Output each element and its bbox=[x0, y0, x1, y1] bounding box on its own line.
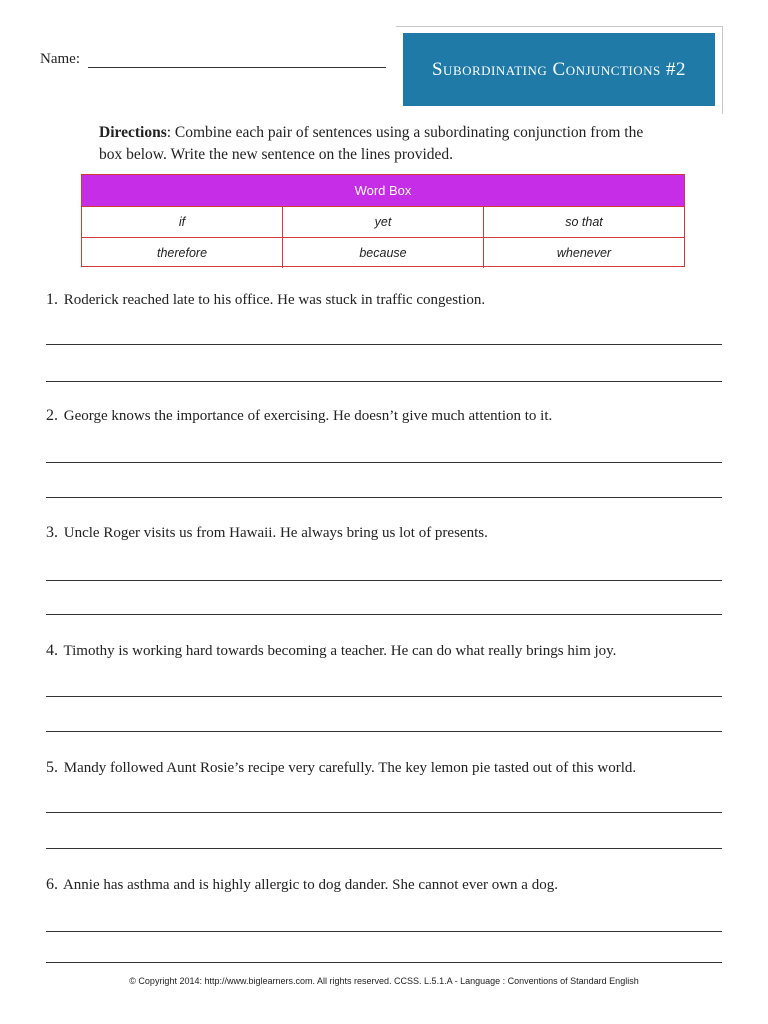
question-4 bbox=[46, 642, 616, 660]
name-label: Name: bbox=[40, 51, 80, 67]
answer-line[interactable] bbox=[46, 696, 722, 697]
answer-line[interactable] bbox=[46, 931, 722, 932]
question-text: George knows the importance of exercising. He doesn’t give much attention to it. bbox=[63, 408, 553, 424]
question-text: Timothy is working hard towards becoming a teacher. He can do what really brings him joy. bbox=[63, 643, 617, 659]
word-box-cell: whenever bbox=[483, 238, 684, 268]
answer-line[interactable] bbox=[46, 731, 722, 732]
question-number: 3. bbox=[46, 524, 58, 541]
word-box-cell: so that bbox=[483, 207, 684, 237]
answer-line[interactable] bbox=[46, 812, 722, 813]
word-box-cell: yet bbox=[282, 207, 483, 237]
question-number: 6. bbox=[46, 876, 58, 893]
answer-line[interactable] bbox=[46, 962, 722, 963]
question-6 bbox=[46, 876, 558, 894]
answer-line[interactable] bbox=[46, 614, 722, 615]
answer-line[interactable] bbox=[46, 580, 722, 581]
question-number: 5. bbox=[46, 759, 58, 776]
word-box-cell: therefore bbox=[156, 246, 208, 260]
question-3 bbox=[46, 524, 488, 542]
footer-copyright: © Copyright 2014: http://www.biglearners.com. All rights reserved. CCSS. L.5.1.A - Language : Conventions of Standard English bbox=[129, 976, 639, 986]
question-text: Mandy followed Aunt Rosie’s recipe very carefully. The key lemon pie tasted out of this world. bbox=[63, 760, 637, 776]
directions bbox=[99, 122, 659, 166]
answer-line[interactable] bbox=[46, 848, 722, 849]
question-text: Annie has asthma and is highly allergic to dog dander. She cannot ever own a dog. bbox=[62, 877, 558, 893]
name-line[interactable] bbox=[88, 67, 386, 68]
question-number: 2. bbox=[46, 407, 58, 424]
question-1 bbox=[46, 291, 485, 309]
answer-line[interactable] bbox=[46, 344, 722, 345]
word-box-row bbox=[82, 237, 684, 268]
answer-line[interactable] bbox=[46, 497, 722, 498]
directions-text: : Combine each pair of sentences using a subordinating conjunction from the box below. Write the new sentence on the lines provided. bbox=[99, 124, 644, 163]
answer-line[interactable] bbox=[46, 462, 722, 463]
word-box-row bbox=[82, 207, 684, 237]
word-box bbox=[81, 174, 685, 267]
word-box-cell: because bbox=[282, 238, 483, 268]
question-text: Uncle Roger visits us from Hawaii. He always bring us lot of presents. bbox=[63, 525, 488, 541]
word-box-cell: if bbox=[178, 215, 186, 229]
question-2 bbox=[46, 407, 552, 425]
question-number: 1. bbox=[46, 291, 58, 308]
question-text: Roderick reached late to his office. He was stuck in traffic congestion. bbox=[63, 292, 486, 308]
word-box-title: Word Box bbox=[82, 175, 684, 207]
answer-line[interactable] bbox=[46, 381, 722, 382]
question-5 bbox=[46, 759, 636, 777]
question-number: 4. bbox=[46, 642, 58, 659]
directions-label: Directions bbox=[99, 124, 167, 141]
worksheet-title: Subordinating Conjunctions #2 bbox=[403, 33, 715, 106]
